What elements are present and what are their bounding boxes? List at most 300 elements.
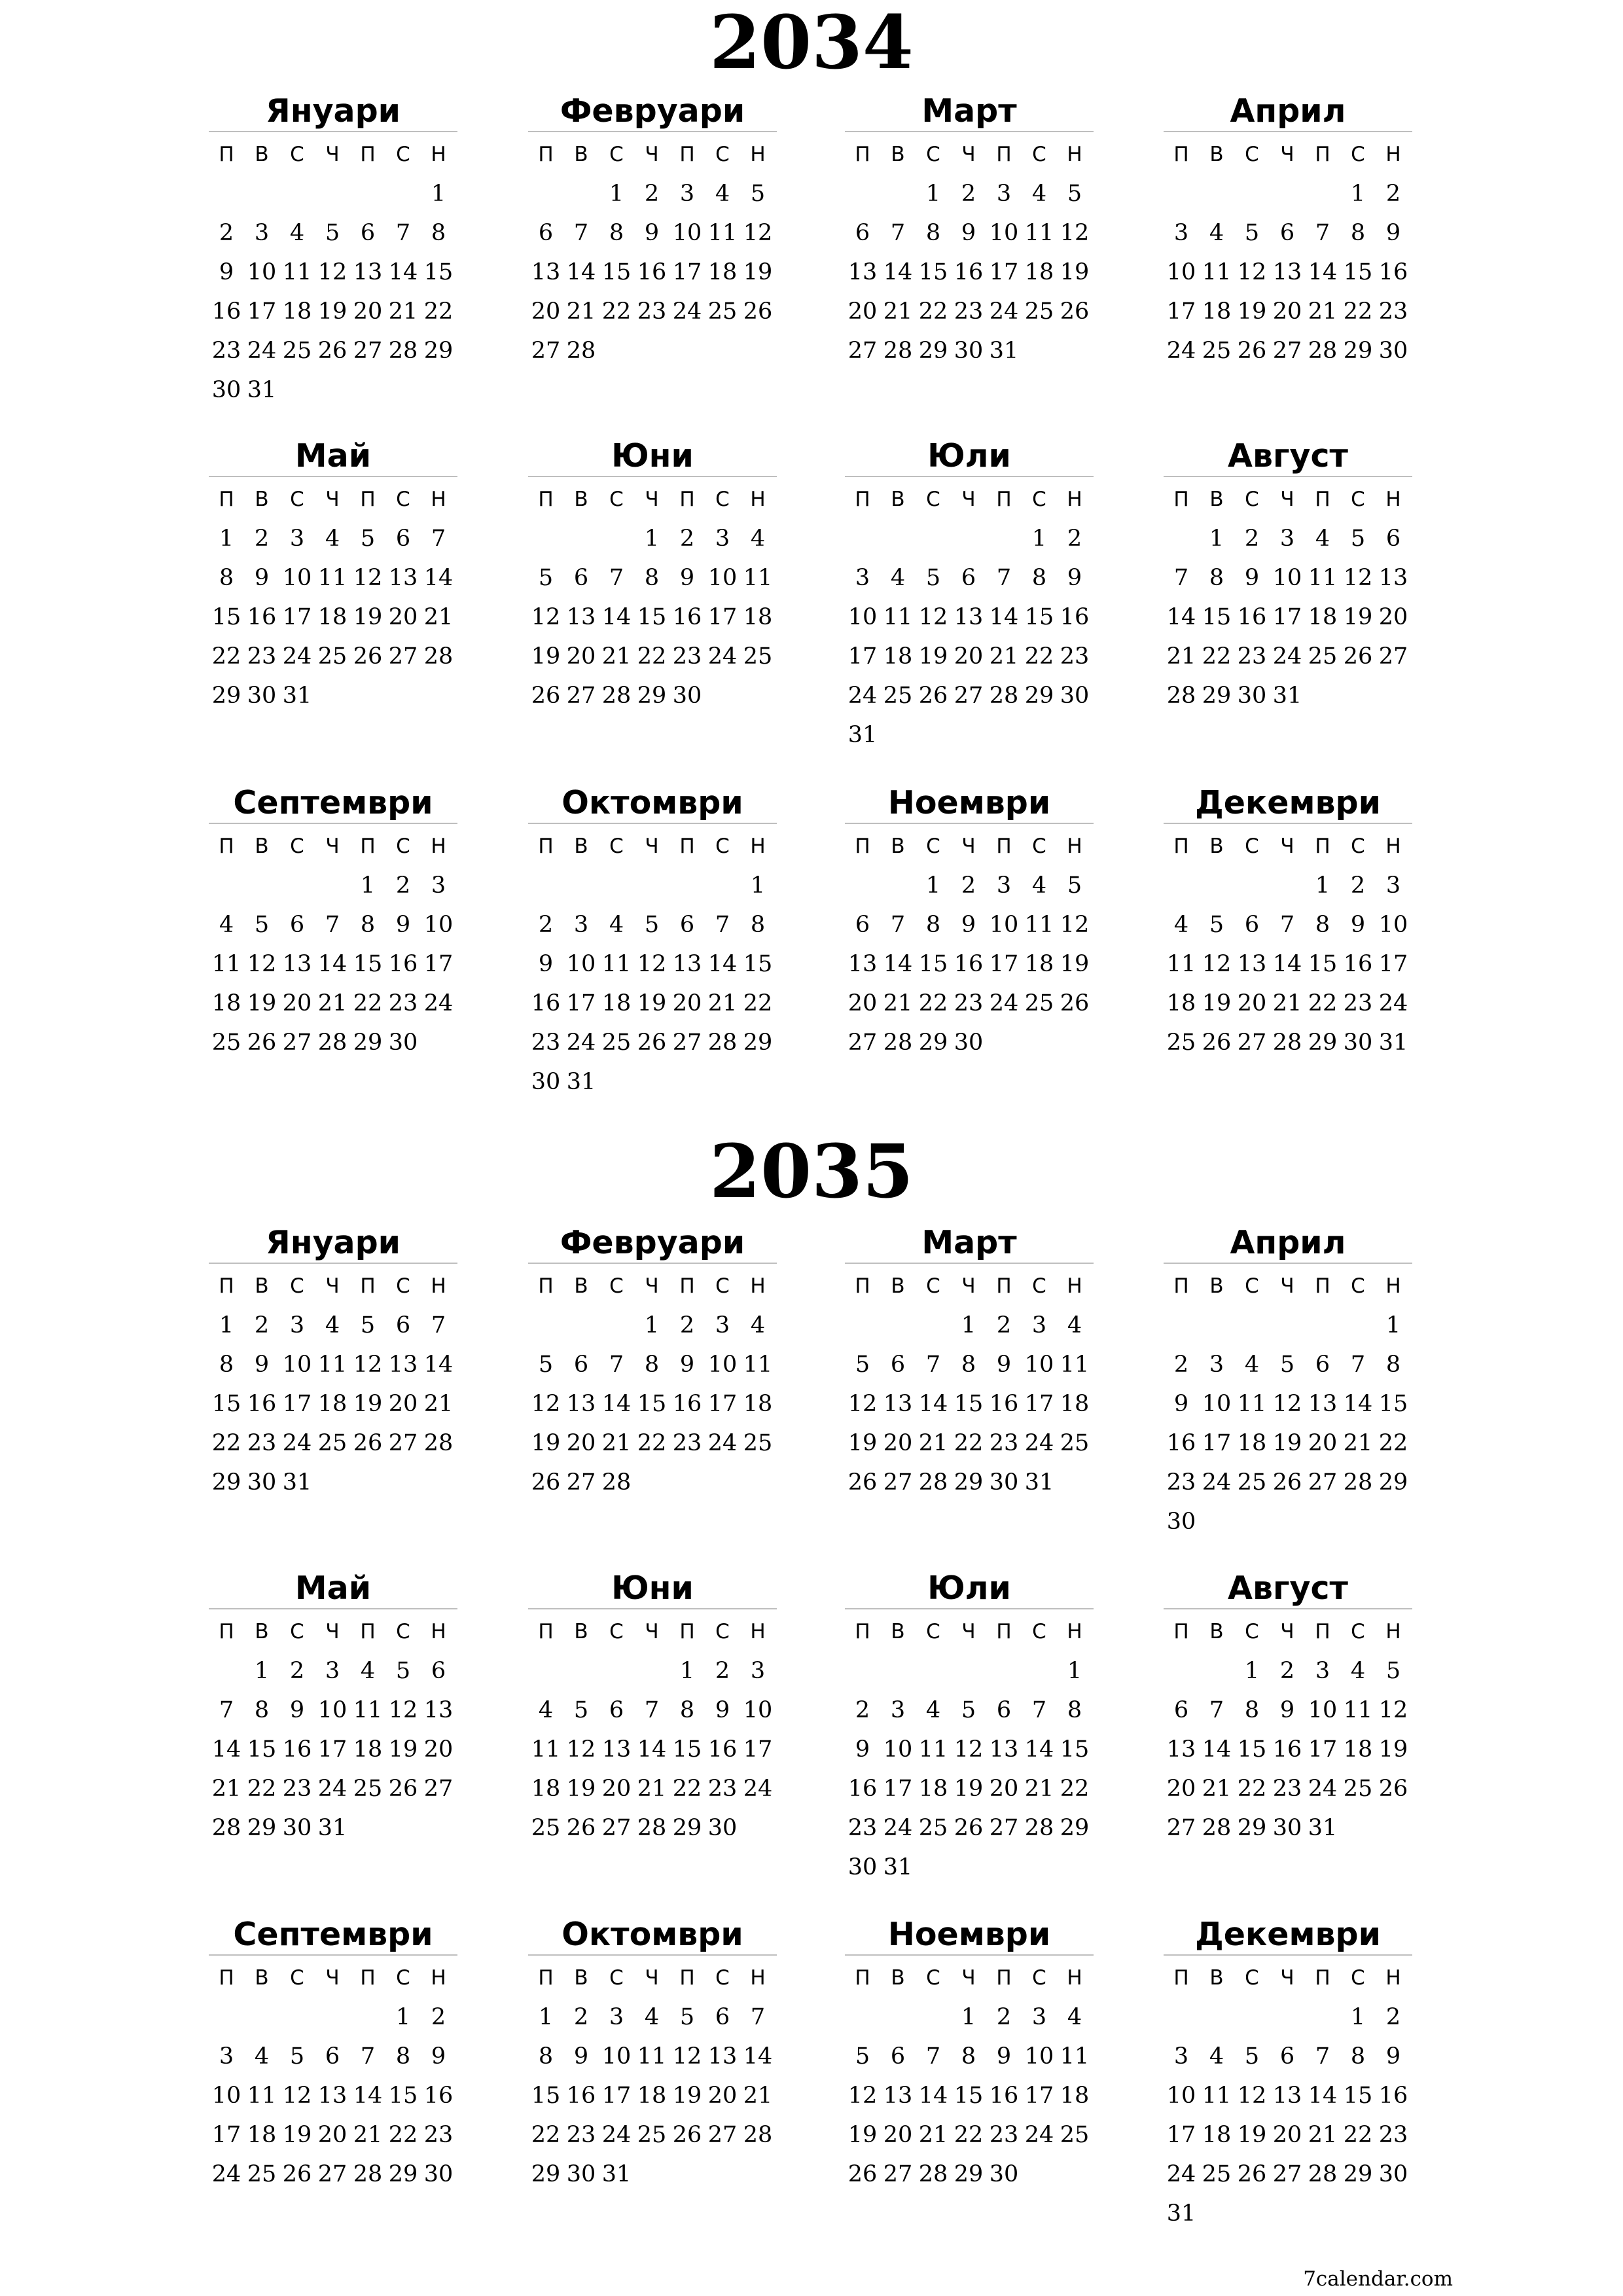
day-cell: 4 bbox=[1315, 526, 1330, 552]
day-cell: 28 bbox=[707, 1030, 738, 1056]
day-cell: 7 bbox=[219, 1697, 234, 1723]
day-cell: 27 bbox=[707, 2122, 738, 2148]
day-cell: 15 bbox=[954, 2083, 984, 2109]
day-cell: 19 bbox=[1378, 1736, 1408, 1763]
day-cell: 12 bbox=[954, 1736, 984, 1763]
day-cell: 21 bbox=[601, 1430, 632, 1456]
day-cell: 10 bbox=[672, 220, 702, 246]
weekday-header: Ч bbox=[645, 1620, 659, 1643]
day-cell: 17 bbox=[989, 259, 1019, 285]
day-cell: 28 bbox=[1024, 1815, 1054, 1841]
day-cell: 15 bbox=[637, 1391, 667, 1417]
day-cell: 4 bbox=[325, 1312, 340, 1338]
weekday-header: С bbox=[396, 1966, 410, 1990]
day-cell: 26 bbox=[531, 1469, 561, 1496]
day-cell: 30 bbox=[989, 2161, 1019, 2187]
day-cell: 22 bbox=[1378, 1430, 1408, 1456]
weekday-header: С bbox=[1351, 488, 1365, 511]
day-cell: 19 bbox=[1060, 951, 1090, 977]
day-cell: 19 bbox=[353, 1391, 383, 1417]
day-cell: 13 bbox=[317, 2083, 348, 2109]
weekday-header: В bbox=[1209, 488, 1224, 511]
day-cell: 27 bbox=[601, 1815, 632, 1841]
day-cell: 15 bbox=[1378, 1391, 1408, 1417]
weekday-header: С bbox=[715, 1274, 730, 1298]
day-cell: 11 bbox=[601, 951, 632, 977]
day-cell: 4 bbox=[219, 912, 234, 938]
day-cell: 26 bbox=[1237, 338, 1267, 364]
day-cell: 7 bbox=[431, 526, 446, 552]
weekday-header: Н bbox=[1385, 1274, 1401, 1298]
weekday-header: П bbox=[1315, 1274, 1330, 1298]
day-cell: 3 bbox=[890, 1697, 906, 1723]
weekday-header: В bbox=[574, 143, 588, 166]
weekday-header: Н bbox=[750, 1620, 766, 1643]
day-cell: 14 bbox=[1166, 604, 1196, 630]
day-cell: 17 bbox=[672, 259, 702, 285]
day-cell: 19 bbox=[1343, 604, 1373, 630]
day-cell: 31 bbox=[1024, 1469, 1054, 1496]
day-cell: 21 bbox=[883, 298, 913, 325]
weekday-header: С bbox=[1351, 143, 1365, 166]
month-name: Ноември bbox=[887, 784, 1051, 821]
weekday-header: С bbox=[396, 834, 410, 858]
day-cell: 19 bbox=[672, 2083, 702, 2109]
weekday-header: В bbox=[891, 1274, 905, 1298]
day-cell: 16 bbox=[211, 298, 241, 325]
day-cell: 21 bbox=[1308, 2122, 1338, 2148]
day-cell: 27 bbox=[847, 1030, 878, 1056]
day-cell: 15 bbox=[601, 259, 632, 285]
day-cell: 18 bbox=[743, 1391, 773, 1417]
day-cell: 11 bbox=[282, 259, 312, 285]
day-cell: 1 bbox=[254, 1658, 270, 1684]
day-cell: 8 bbox=[644, 565, 660, 591]
day-cell: 26 bbox=[353, 643, 383, 670]
day-cell: 24 bbox=[247, 338, 277, 364]
weekday-header: П bbox=[538, 1274, 554, 1298]
day-cell: 20 bbox=[566, 643, 596, 670]
day-cell: 7 bbox=[890, 912, 906, 938]
day-cell: 1 bbox=[679, 1658, 695, 1684]
weekday-header: В bbox=[255, 834, 269, 858]
day-cell: 10 bbox=[1166, 259, 1196, 285]
weekday-header: П bbox=[1315, 143, 1330, 166]
day-cell: 21 bbox=[317, 990, 348, 1016]
day-cell: 28 bbox=[423, 1430, 454, 1456]
day-cell: 16 bbox=[989, 2083, 1019, 2109]
day-cell: 24 bbox=[601, 2122, 632, 2148]
weekday-header: П bbox=[219, 1620, 234, 1643]
day-cell: 4 bbox=[254, 2043, 270, 2070]
day-cell: 18 bbox=[1024, 259, 1054, 285]
day-cell: 27 bbox=[883, 2161, 913, 2187]
day-cell: 2 bbox=[1350, 872, 1366, 899]
weekday-header: С bbox=[290, 1620, 304, 1643]
day-cell: 7 bbox=[715, 912, 730, 938]
day-cell: 25 bbox=[211, 1030, 241, 1056]
day-cell: 13 bbox=[601, 1736, 632, 1763]
day-cell: 19 bbox=[743, 259, 773, 285]
day-cell: 14 bbox=[883, 951, 913, 977]
day-cell: 29 bbox=[1378, 1469, 1408, 1496]
day-cell: 25 bbox=[317, 643, 348, 670]
day-cell: 19 bbox=[1202, 990, 1232, 1016]
day-cell: 8 bbox=[395, 2043, 411, 2070]
day-cell: 20 bbox=[1272, 2122, 1302, 2148]
day-cell: 10 bbox=[989, 220, 1019, 246]
day-cell: 30 bbox=[566, 2161, 596, 2187]
day-cell: 15 bbox=[1237, 1736, 1267, 1763]
day-cell: 23 bbox=[531, 1030, 561, 1056]
day-cell: 25 bbox=[1060, 1430, 1090, 1456]
day-cell: 28 bbox=[1166, 683, 1196, 709]
day-cell: 22 bbox=[918, 990, 948, 1016]
day-cell: 28 bbox=[423, 643, 454, 670]
month-calendar bbox=[1164, 780, 1412, 1120]
day-cell: 3 bbox=[679, 181, 695, 207]
day-cell: 27 bbox=[1237, 1030, 1267, 1056]
day-cell: 4 bbox=[1067, 1312, 1082, 1338]
weekday-header: В bbox=[255, 1620, 269, 1643]
day-cell: 28 bbox=[601, 683, 632, 709]
weekday-header: Ч bbox=[961, 834, 976, 858]
weekday-header: П bbox=[219, 1274, 234, 1298]
weekday-header: Ч bbox=[961, 488, 976, 511]
day-cell: 12 bbox=[247, 951, 277, 977]
day-cell: 8 bbox=[1350, 2043, 1366, 2070]
day-cell: 17 bbox=[247, 298, 277, 325]
day-cell: 5 bbox=[289, 2043, 305, 2070]
day-cell: 26 bbox=[353, 1430, 383, 1456]
day-cell: 1 bbox=[925, 181, 941, 207]
day-cell: 31 bbox=[1272, 683, 1302, 709]
day-cell: 18 bbox=[1060, 2083, 1090, 2109]
month-name: Май bbox=[294, 1570, 372, 1607]
day-cell: 5 bbox=[855, 2043, 870, 2070]
day-cell: 6 bbox=[289, 912, 305, 938]
day-cell: 7 bbox=[360, 2043, 376, 2070]
day-cell: 4 bbox=[925, 1697, 941, 1723]
weekday-header: П bbox=[855, 1620, 870, 1643]
day-cell: 8 bbox=[360, 912, 376, 938]
day-cell: 27 bbox=[531, 338, 561, 364]
day-cell: 12 bbox=[1202, 951, 1232, 977]
day-cell: 9 bbox=[1173, 1391, 1189, 1417]
day-cell: 21 bbox=[707, 990, 738, 1016]
month-name: Септември bbox=[233, 784, 433, 821]
day-cell: 20 bbox=[282, 990, 312, 1016]
day-cell: 15 bbox=[1202, 604, 1232, 630]
day-cell: 1 bbox=[961, 2004, 976, 2030]
day-cell: 26 bbox=[1237, 2161, 1267, 2187]
day-cell: 17 bbox=[1024, 1391, 1054, 1417]
day-cell: 2 bbox=[996, 1312, 1012, 1338]
day-cell: 29 bbox=[1343, 2161, 1373, 2187]
day-cell: 21 bbox=[1202, 1776, 1232, 1802]
weekday-header: В bbox=[255, 1274, 269, 1298]
day-cell: 13 bbox=[388, 565, 418, 591]
month-name: Април bbox=[1230, 1224, 1346, 1261]
day-cell: 30 bbox=[1272, 1815, 1302, 1841]
weekday-header: С bbox=[1032, 1966, 1046, 1990]
day-cell: 15 bbox=[531, 2083, 561, 2109]
day-cell: 10 bbox=[1308, 1697, 1338, 1723]
day-cell: 14 bbox=[743, 2043, 773, 2070]
weekday-header: Ч bbox=[325, 1620, 340, 1643]
day-cell: 11 bbox=[1308, 565, 1338, 591]
month-divider bbox=[209, 823, 457, 824]
month-calendar bbox=[528, 1911, 777, 2251]
day-cell: 21 bbox=[883, 990, 913, 1016]
day-cell: 11 bbox=[1024, 220, 1054, 246]
weekday-header: Н bbox=[1067, 1274, 1082, 1298]
site-credit: 7calendar.com bbox=[1303, 2267, 1453, 2291]
day-cell: 20 bbox=[1237, 990, 1267, 1016]
weekday-header: Ч bbox=[645, 1966, 659, 1990]
weekday-header: С bbox=[290, 834, 304, 858]
day-cell: 25 bbox=[1166, 1030, 1196, 1056]
month-divider bbox=[209, 476, 457, 477]
day-cell: 16 bbox=[1343, 951, 1373, 977]
day-cell: 14 bbox=[989, 604, 1019, 630]
day-cell: 1 bbox=[609, 181, 624, 207]
day-cell: 3 bbox=[1209, 1352, 1224, 1378]
month-divider bbox=[1164, 823, 1412, 824]
weekday-header: Ч bbox=[325, 1966, 340, 1990]
weekday-header: П bbox=[538, 1620, 554, 1643]
day-cell: 9 bbox=[679, 1352, 695, 1378]
weekday-header: П bbox=[679, 143, 695, 166]
day-cell: 6 bbox=[395, 526, 411, 552]
weekday-header: П bbox=[538, 488, 554, 511]
day-cell: 31 bbox=[883, 1854, 913, 1880]
day-cell: 2 bbox=[1067, 526, 1082, 552]
day-cell: 12 bbox=[531, 604, 561, 630]
day-cell: 21 bbox=[1272, 990, 1302, 1016]
day-cell: 30 bbox=[1060, 683, 1090, 709]
day-cell: 30 bbox=[954, 1030, 984, 1056]
day-cell: 3 bbox=[1385, 872, 1401, 899]
day-cell: 12 bbox=[1237, 259, 1267, 285]
day-cell: 31 bbox=[566, 1069, 596, 1095]
day-cell: 8 bbox=[961, 2043, 976, 2070]
day-cell: 25 bbox=[637, 2122, 667, 2148]
day-cell: 2 bbox=[1173, 1352, 1189, 1378]
day-cell: 3 bbox=[325, 1658, 340, 1684]
day-cell: 8 bbox=[609, 220, 624, 246]
day-cell: 6 bbox=[715, 2004, 730, 2030]
day-cell: 24 bbox=[1166, 2161, 1196, 2187]
month-name: Януари bbox=[265, 1224, 401, 1261]
day-cell: 27 bbox=[954, 683, 984, 709]
day-cell: 1 bbox=[219, 526, 234, 552]
day-cell: 29 bbox=[954, 2161, 984, 2187]
day-cell: 10 bbox=[883, 1736, 913, 1763]
weekday-header: В bbox=[1209, 834, 1224, 858]
day-cell: 16 bbox=[423, 2083, 454, 2109]
day-cell: 20 bbox=[388, 604, 418, 630]
day-cell: 8 bbox=[1209, 565, 1224, 591]
day-cell: 30 bbox=[1343, 1030, 1373, 1056]
day-cell: 31 bbox=[317, 1815, 348, 1841]
day-cell: 19 bbox=[1060, 259, 1090, 285]
weekday-header: П bbox=[360, 1966, 376, 1990]
day-cell: 1 bbox=[1031, 526, 1047, 552]
day-cell: 27 bbox=[566, 683, 596, 709]
month-name: Август bbox=[1228, 437, 1348, 475]
weekday-header: Н bbox=[431, 1966, 446, 1990]
day-cell: 3 bbox=[996, 181, 1012, 207]
day-cell: 6 bbox=[395, 1312, 411, 1338]
day-cell: 30 bbox=[847, 1854, 878, 1880]
day-cell: 19 bbox=[637, 990, 667, 1016]
day-cell: 15 bbox=[918, 951, 948, 977]
day-cell: 7 bbox=[573, 220, 589, 246]
weekday-header: Н bbox=[750, 1966, 766, 1990]
day-cell: 24 bbox=[1202, 1469, 1232, 1496]
day-cell: 2 bbox=[996, 2004, 1012, 2030]
day-cell: 15 bbox=[247, 1736, 277, 1763]
day-cell: 19 bbox=[1272, 1430, 1302, 1456]
day-cell: 2 bbox=[679, 1312, 695, 1338]
day-cell: 9 bbox=[855, 1736, 870, 1763]
day-cell: 21 bbox=[566, 298, 596, 325]
day-cell: 18 bbox=[601, 990, 632, 1016]
day-cell: 10 bbox=[317, 1697, 348, 1723]
weekday-header: В bbox=[574, 834, 588, 858]
day-cell: 14 bbox=[637, 1736, 667, 1763]
day-cell: 13 bbox=[1272, 2083, 1302, 2109]
day-cell: 2 bbox=[573, 2004, 589, 2030]
day-cell: 9 bbox=[1279, 1697, 1295, 1723]
day-cell: 2 bbox=[1385, 2004, 1401, 2030]
day-cell: 16 bbox=[566, 2083, 596, 2109]
weekday-header: В bbox=[255, 1966, 269, 1990]
day-cell: 1 bbox=[538, 2004, 554, 2030]
day-cell: 17 bbox=[317, 1736, 348, 1763]
weekday-header: Ч bbox=[325, 143, 340, 166]
day-cell: 8 bbox=[925, 912, 941, 938]
weekday-header: Н bbox=[750, 143, 766, 166]
day-cell: 10 bbox=[847, 604, 878, 630]
day-cell: 8 bbox=[961, 1352, 976, 1378]
weekday-header: С bbox=[1245, 488, 1259, 511]
day-cell: 25 bbox=[601, 1030, 632, 1056]
day-cell: 14 bbox=[707, 951, 738, 977]
day-cell: 22 bbox=[423, 298, 454, 325]
day-cell: 30 bbox=[531, 1069, 561, 1095]
month-divider bbox=[1164, 1608, 1412, 1609]
day-cell: 2 bbox=[431, 2004, 446, 2030]
day-cell: 18 bbox=[1060, 1391, 1090, 1417]
day-cell: 10 bbox=[743, 1697, 773, 1723]
day-cell: 17 bbox=[423, 951, 454, 977]
day-cell: 13 bbox=[353, 259, 383, 285]
weekday-header: П bbox=[360, 1274, 376, 1298]
weekday-header: Ч bbox=[961, 1966, 976, 1990]
weekday-header: С bbox=[926, 1966, 940, 1990]
day-cell: 28 bbox=[211, 1815, 241, 1841]
day-cell: 29 bbox=[1237, 1815, 1267, 1841]
day-cell: 16 bbox=[1378, 2083, 1408, 2109]
day-cell: 17 bbox=[989, 951, 1019, 977]
day-cell: 11 bbox=[531, 1736, 561, 1763]
day-cell: 29 bbox=[247, 1815, 277, 1841]
day-cell: 4 bbox=[1209, 220, 1224, 246]
weekday-header: Н bbox=[431, 488, 446, 511]
day-cell: 24 bbox=[847, 683, 878, 709]
day-cell: 15 bbox=[954, 1391, 984, 1417]
day-cell: 28 bbox=[353, 2161, 383, 2187]
day-cell: 3 bbox=[431, 872, 446, 899]
day-cell: 4 bbox=[1067, 2004, 1082, 2030]
weekday-header: В bbox=[891, 834, 905, 858]
weekday-header: П bbox=[1315, 834, 1330, 858]
day-cell: 23 bbox=[672, 643, 702, 670]
day-cell: 29 bbox=[388, 2161, 418, 2187]
day-cell: 28 bbox=[1343, 1469, 1373, 1496]
weekday-header: С bbox=[396, 143, 410, 166]
day-cell: 2 bbox=[1385, 181, 1401, 207]
day-cell: 7 bbox=[1209, 1697, 1224, 1723]
day-cell: 1 bbox=[644, 1312, 660, 1338]
weekday-header: С bbox=[715, 1966, 730, 1990]
day-cell: 13 bbox=[672, 951, 702, 977]
day-cell: 20 bbox=[847, 990, 878, 1016]
day-cell: 17 bbox=[1308, 1736, 1338, 1763]
day-cell: 9 bbox=[996, 2043, 1012, 2070]
weekday-header: С bbox=[926, 834, 940, 858]
day-cell: 4 bbox=[1031, 181, 1047, 207]
day-cell: 6 bbox=[1244, 912, 1260, 938]
month-name: Октомври bbox=[562, 1916, 743, 1953]
day-cell: 4 bbox=[1350, 1658, 1366, 1684]
day-cell: 17 bbox=[707, 1391, 738, 1417]
day-cell: 5 bbox=[360, 526, 376, 552]
day-cell: 22 bbox=[1060, 1776, 1090, 1802]
day-cell: 10 bbox=[707, 565, 738, 591]
day-cell: 6 bbox=[1315, 1352, 1330, 1378]
weekday-header: Н bbox=[1385, 1966, 1401, 1990]
weekday-header: С bbox=[1032, 1274, 1046, 1298]
day-cell: 31 bbox=[1378, 1030, 1408, 1056]
day-cell: 12 bbox=[531, 1391, 561, 1417]
day-cell: 7 bbox=[644, 1697, 660, 1723]
weekday-header: С bbox=[396, 488, 410, 511]
day-cell: 15 bbox=[1343, 2083, 1373, 2109]
day-cell: 3 bbox=[1279, 526, 1295, 552]
day-cell: 14 bbox=[211, 1736, 241, 1763]
day-cell: 28 bbox=[918, 1469, 948, 1496]
day-cell: 16 bbox=[388, 951, 418, 977]
day-cell: 6 bbox=[1279, 220, 1295, 246]
day-cell: 1 bbox=[1315, 872, 1330, 899]
day-cell: 26 bbox=[317, 338, 348, 364]
month-calendar bbox=[845, 1219, 1094, 1560]
day-cell: 20 bbox=[1272, 298, 1302, 325]
day-cell: 22 bbox=[601, 298, 632, 325]
month-name: Юни bbox=[611, 437, 694, 475]
month-name: Юни bbox=[611, 1570, 694, 1607]
month-divider bbox=[845, 1954, 1094, 1956]
day-cell: 2 bbox=[715, 1658, 730, 1684]
day-cell: 8 bbox=[431, 220, 446, 246]
weekday-header: П bbox=[679, 834, 695, 858]
day-cell: 25 bbox=[1060, 2122, 1090, 2148]
weekday-header: С bbox=[290, 488, 304, 511]
day-cell: 10 bbox=[989, 912, 1019, 938]
